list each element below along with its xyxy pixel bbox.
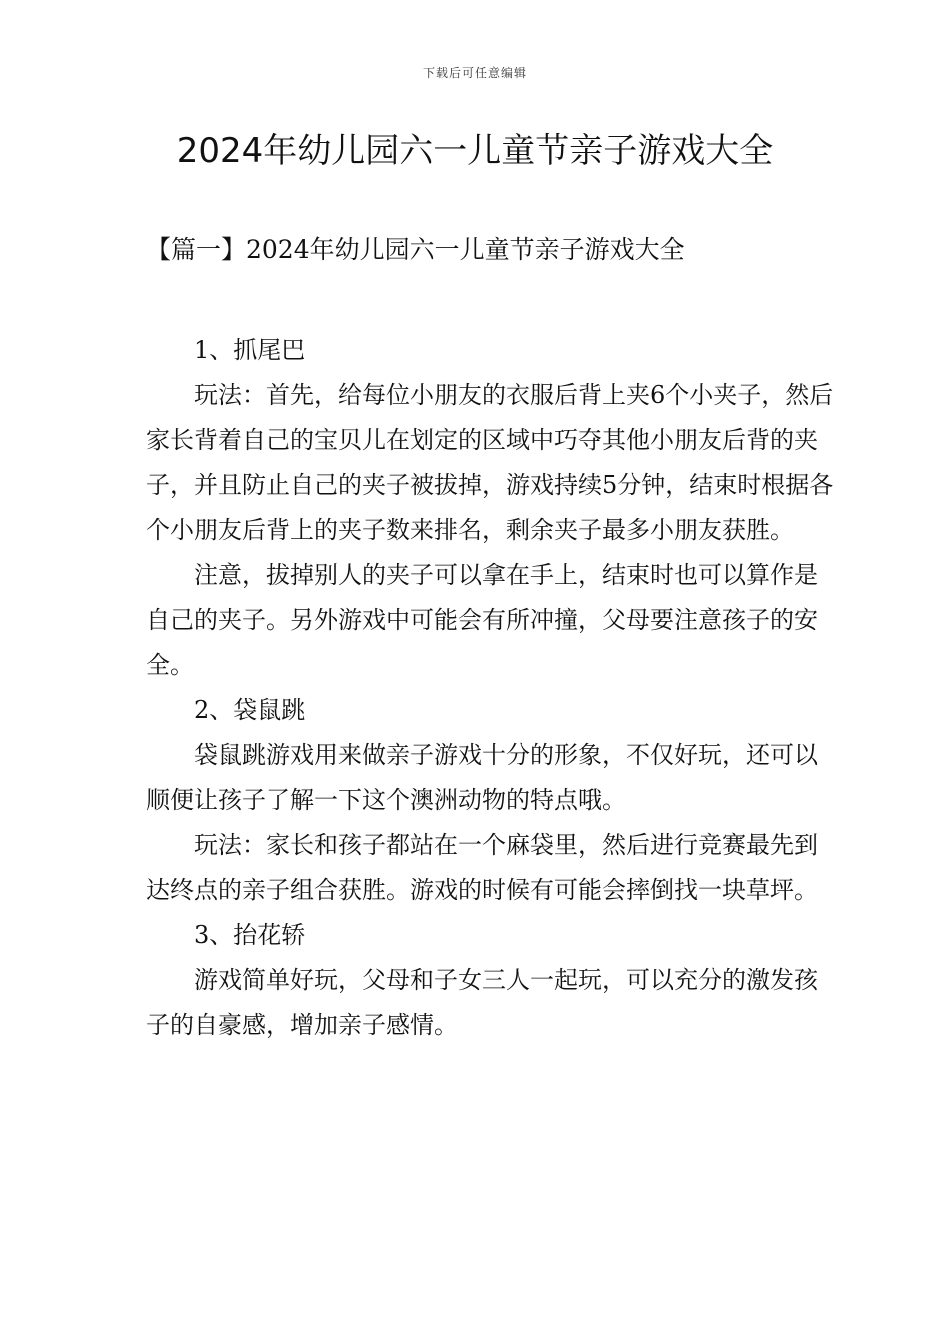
item-title-3: 3、抬花轿 <box>194 921 306 949</box>
item-title-2: 2、袋鼠跳 <box>194 696 306 724</box>
header-note: 下载后可任意编辑 <box>422 66 527 80</box>
paragraph-rules-2: 玩法：家长和孩子都站在一个麻袋里，然后进行竞赛最先到达终点的亲子组合获胜。游戏的时候有可能会摔倒找一块草坪。 <box>146 831 818 904</box>
paragraph-note-1: 注意，拔掉别人的夹子可以拿在手上，结束时也可以算作是自己的夹子。另外游戏中可能会有所冲撞，父母要注意孩子的安全。 <box>146 561 818 679</box>
document-body <box>146 328 836 1048</box>
document-title: 2024年幼儿园六一儿童节亲子游戏大全 <box>176 131 774 171</box>
paragraph-rules-1: 玩法：首先，给每位小朋友的衣服后背上夹6个小夹子，然后家长背着自己的宝贝儿在划定的区域中巧夺其他小朋友后背的夹子，并且防止自己的夹子被拔掉，游戏持续5分钟，结束时根据各个小朋友后背上的夹子数来排名，剩余夹子最多小朋友获胜。 <box>146 381 834 544</box>
paragraph-intro-2: 袋鼠跳游戏用来做亲子游戏十分的形象，不仅好玩，还可以顺便让孩子了解一下这个澳洲动物的特点哦。 <box>146 741 818 814</box>
paragraph-intro-3: 游戏简单好玩，父母和子女三人一起玩，可以充分的激发孩子的自豪感，增加亲子感情。 <box>146 966 818 1039</box>
section-heading: 【篇一】2024年幼儿园六一儿童节亲子游戏大全 <box>146 235 685 264</box>
item-title-1: 1、抓尾巴 <box>194 336 306 364</box>
